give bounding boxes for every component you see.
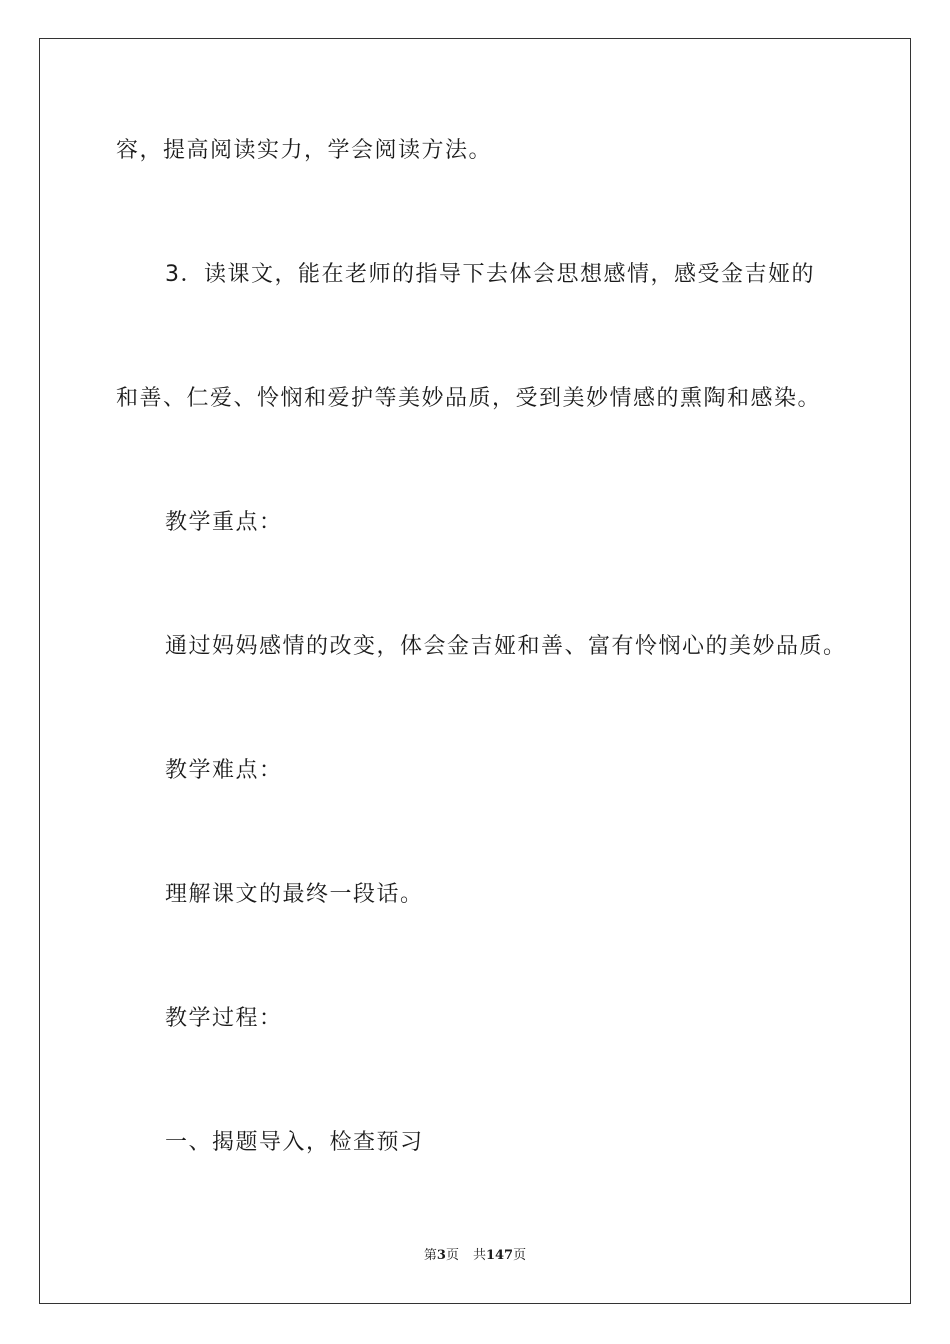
text-line-3: 和善、仁爱、怜悯和爱护等美妙品质，受到美妙情感的熏陶和感染。 — [116, 386, 822, 411]
page-border — [39, 38, 911, 1304]
text-line-1: 容，提高阅读实力，学会阅读方法。 — [116, 138, 493, 163]
page-footer — [0, 1247, 950, 1265]
heading-difficult-points: 教学难点： — [165, 758, 283, 783]
text-line-5: 通过妈妈感情的改变，体会金吉娅和善、富有怜悯心的美妙品质。 — [165, 634, 847, 659]
footer-page-number: 3 — [436, 1248, 446, 1263]
section-heading-1: 一、揭题导入，检查预习 — [165, 1130, 424, 1155]
footer-total-pages: 147 — [485, 1248, 514, 1263]
footer-page-suffix: 页 — [445, 1248, 459, 1263]
footer-total-prefix: 共 — [472, 1248, 486, 1263]
footer-page-prefix: 第 — [423, 1248, 437, 1263]
text-line-2: 3．读课文，能在老师的指导下去体会思想感情，感受金吉娅的 — [165, 262, 815, 287]
heading-key-points: 教学重点： — [165, 510, 283, 535]
heading-teaching-process: 教学过程： — [165, 1006, 283, 1031]
footer-total-suffix: 页 — [513, 1248, 527, 1263]
text-line-7: 理解课文的最终一段话。 — [165, 882, 424, 907]
